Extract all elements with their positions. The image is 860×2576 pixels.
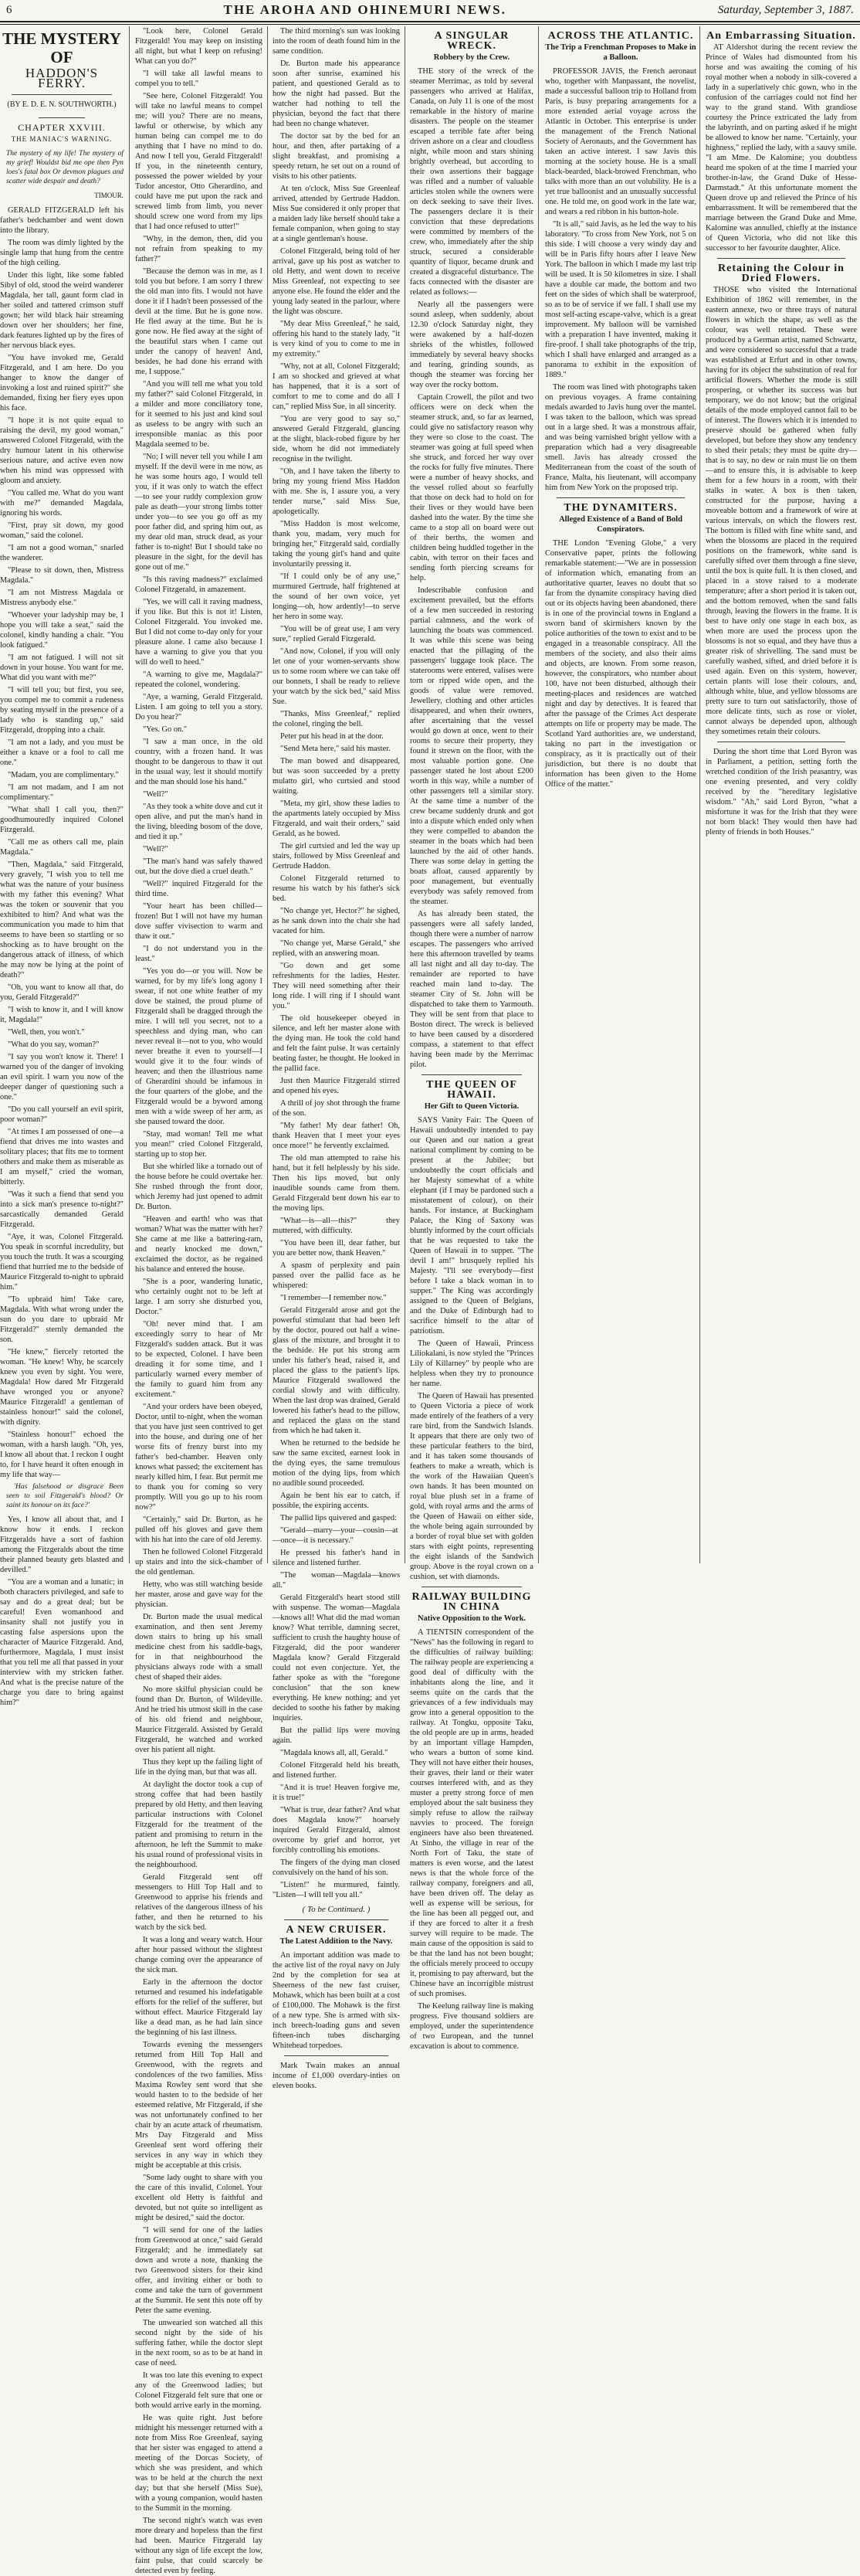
paragraph: THE story of the wreck of the steamer Merrimac, as told by several passengers who arrived at Halifax, Canada, on July 11 is one of the most remarkable in the history of marine disasters. The people on the steamer escaped a terrible fate after being driven ashore on a clear and cloudless night, while moon and stars shining brightly overhead, but according to their own assertions their baggage was rifled and a number of valuable articles stolen while the owners were on deck seeking to save their lives. The passengers declare it is their conviction that these depredations were committed by members of the crew, who, immediately after the ship struck, secured a considerable quantity of liquor, became drunk and created a disgraceful disturbance. The facts connected with the disaster are related as follows:— <box>410 67 533 297</box>
paragraph: "No change yet, Hector?" he sighed, as he sank down into the chair she had vacated for him. <box>273 907 400 935</box>
column-5 <box>540 26 857 1563</box>
paragraph: Colonel Fitzgerald, being told of her arrival, gave up his post as watcher to old Hetty, and went down to receive Miss Greenleaf, not expecting to see anyone else. He found the elder and the young lady seated in the parlour, where the light was obscure. <box>273 247 400 316</box>
paragraph: "See here, Colonel Fitzgerald! You will take no lawful means to compel me; will you? There are no means, lawful or otherwise, by which any human being can compel me to do anything that I have no mind to do. And now I tell you, Gerald Fitzgerald! If you, in the nineteenth century, possessed the power wielded by your Tudor ancestor, Otto Gherardino, and could have me put upon the rack and screwed limb from limb, you never should screw one word from my lips that I had once refused to utter!" <box>135 92 262 231</box>
paragraph: "Well, then, you won't." <box>8 1028 85 1037</box>
headline-singular-wreck: A SINGULAR WRECK. <box>434 30 510 52</box>
paragraph: Again he bent his ear to catch, if possible, the expiring accents. <box>273 1492 400 1510</box>
masthead-rule <box>0 21 860 22</box>
paragraph: The old housekeeper obeyed in silence, and left her master alone with the dying man. He took the cold hand and felt the faint pulse. It was certainly beating faster, he thought. He looked in the pallid face. <box>273 1014 400 1073</box>
paragraph: "Thanks, Miss Greenleaf," replied the colonel, ringing the bell. <box>273 710 400 728</box>
paragraph: "I saw a man once, in the old country, with a frozen hand. It was thought to be dangerous to thaw it out in the usual way, lest it should mortify and the man should lose his hand." <box>135 738 262 786</box>
paragraph: It was a long and weary watch. Hour after hour passed without the slightest change coming over the appearance of the sick man. <box>135 1936 262 1974</box>
paragraph: "Oh, you want to know all that, do you, Gerald Fitzgerald?" <box>0 983 124 1002</box>
paragraph: "He knew," fiercely retorted the woman. "He knew! Why, he scarcely knew you even by sight. You were, Magdala! How dared Mr Fitzgerald have wronged you or anyone? Maurice Fitzgerald! a gentleman of stainless honour!" said the colonel, with dignity. <box>0 1348 124 1427</box>
paragraph: "Send Meta here," said his master. <box>280 745 391 753</box>
paragraph: "And you will tell me what you told my father?" said Colonel Fitzgerald, in a milder and more conciliatory tone, for it seemed to his just and kind soul as useless to be angry with such an irresponsible maniac as this poor Magdala seemed to be. <box>135 380 262 449</box>
divider <box>12 94 112 95</box>
paragraph: "It is all," said Javis, as he led the way to his laboratory. "To cross from New York, not 5 on this side. I will choose a very windy day and will be in Paris fifty hours after I leave New York. The balloon in which I made my last trip will be used. It is 50 kilometres in size. I shall have a double car made, the bottom and two feet on the sides of which shall be waterproof, so as to be of service if we fall. I shall use my most self-acting escape-valve, which is a great improvement. My balloon will be varnished with a preparation I have invented, making it fire-proof. I shall take photographs of the trip, which I shall have enlarged and arranged as a panorama to exhibit in the exposition of 1889." <box>545 220 696 379</box>
divider <box>284 1919 388 1920</box>
column-rule <box>129 26 130 1563</box>
paragraph: Gerald Fitzgerald arose and got the powerful stimulant that had been left by the doctor, poured out half a wine-glass of the mixture, and brought it to the bedside. He put his strong arm under his father's head, raised it, and placed the glass to the patient's lips. Maurice Fitzgerald swallowed the cordial slowly and with difficulty. When the last drop was drained, Gerald lowered his father's head to the pillow, and replaced the glass on the stand from which he had taken it. <box>273 1306 400 1435</box>
paragraph: The fingers of the dying man closed convulsively on the hand of his son. <box>273 1858 400 1877</box>
paragraph: Then he followed Colonel Fitzgerald up stairs and into the sick-chamber of the old gentleman. <box>135 1548 262 1576</box>
paragraph: "Yes. Go on." <box>143 725 188 734</box>
paragraph: "The man's hand was safely thawed out, but the dove died a cruel death." <box>135 857 262 876</box>
quoted-verse: 'Has falsehood or disgrace Been seen to soil Fitzgerald's blood? Or saint its honour on its face?' <box>6 1483 124 1509</box>
paragraph: At daylight the doctor took a cup of strong coffee that had been hastily prepared by old Hetty, and then leaving particular instructions with Colonel Fitzgerald for the treatment of the patient and promising to return in the afternoon, he left the Summit to make his usual round of professional visits in the neighbourhood. <box>135 1780 262 1869</box>
column-3 <box>269 26 404 2090</box>
divider <box>39 117 85 118</box>
paragraph: "And your orders have been obeyed, Doctor, until to-night, when the woman that you have just seen contrived to get into the house, and during one of her worse fits of frenzy burst into my father's bed-chamber. Heaven only knows what passed; the excitement has nearly killed him, I fear. But permit me to thank you for coming so very promptly. Will you go up to his room now?" <box>135 1403 262 1512</box>
paragraph: "First, pray sit down, my good woman," said the colonel. <box>0 521 124 540</box>
paragraph: "I will send for one of the ladies from Greenwood at once," said Gerald Fitzgerald; and he immediately sat down and wrote a note, thanking the two Greenwood sisters for their kind offer, and inviting either or both to come and take the turn of government at the Summit. He sent this note off by Peter the same evening. <box>135 2226 262 2315</box>
paragraph: "And now, Colonel, if you will only let one of your women-servants show us to some room where we can take off our bonnets, I shall be ready to relieve your watch by the sick bed," said Miss Sue. <box>273 647 400 706</box>
paragraph: "Stay, mad woman! Tell me what you mean!" cried Colonel Fitzgerald, starting up to stop her. <box>135 1130 262 1159</box>
paragraph: "Aye, a warning, Gerald Fitzgerald. Listen. I am going to tell you a story. Do you hear?" <box>135 693 262 721</box>
paragraph: SAYS Vanity Fair: The Queen of Hawaii undoubtedly intended to pay our Queen and our nation a great national compliment by coming to be present at the Jubilee; but undoubtedly the court officials and her Majesty somewhat of a white elephant (if I may be pardoned such a misstatement of colour), on their hands. For instance, at Buckingham Palace, the King of Saxony was bluntly informed by the court officials that he was requested to take the Queen of Hawaii in to supper. "The devil I am!" brusquely replied his Majesty. "I'll see everybody—first before I take a black woman in to supper." The King was accordingly assigned to the Queen of Belgians, and the Duke of Edinburgh had to sacrifice himself to the altar of patriotism. <box>410 1116 533 1336</box>
divider <box>422 1074 522 1075</box>
headline-railway-china: RAILWAY BUILDING IN CHINA <box>411 1591 532 1613</box>
paragraph: "I wish to know it, and I will know it, Magdala!" <box>0 1006 124 1024</box>
paragraph: "What is true, dear father? And what does Magdala know?" hoarsely inquired Gerald Fitzgerald, almost overcome by grief and horror, yet forcibly controlling his emotions. <box>273 1806 400 1855</box>
column-rule <box>267 26 268 1563</box>
paragraph: Dr. Burton made his appearance soon after sunrise, examined his patient, and questioned Gerald as to how the night had passed. But the watcher had nothing to tell the physician, beyond the fact that there had been no change whatever. <box>273 59 400 128</box>
paragraph: "Is this raving madness?" exclaimed Colonel Fitzgerald, in amazement. <box>135 575 262 594</box>
paragraph: "Certainly," said Dr. Burton, as he pulled off his gloves and gave them with his hat into the care of old Jeremy. <box>135 1515 262 1544</box>
subhead-queen-of-hawaii: Her Gift to Queen Victoria. <box>424 1102 520 1111</box>
paragraph: The room was lined with photographs taken on previous voyages. A frame containing medals awarded to Javis hung over the mantel. I was taken to the balloon, which was spread out in a large shed. It was a monstrous affair, and was being varnished bright yellow with a preparation which had a very disagreeable smell. Javis has already crossed the Mediterranean from the coast of the south of France, Malta, his lieutenant, will accompany him from New York on the proposed trip. <box>545 383 696 492</box>
paragraph: "Was it such a fiend that send you into a sick man's presence to-night?" sarcastically demanded Gerald Fitzgerald. <box>0 1190 124 1229</box>
paragraph: Nearly all the passengers were sound asleep, when suddenly, about 12.30 o'clock Saturday night, they were awakened by a half-dozen shrieks of the whistles, followed immediately by several heavy shocks and tearing, grinding sounds, as though the steamer was forcing her way over the rocky bottom. <box>410 300 533 389</box>
paragraph: "I will take all lawful means to compel you to tell." <box>135 70 262 88</box>
paragraph: "Well?" <box>143 790 168 799</box>
paragraph: "Why, not at all, Colonel Fitzgerald; I am so shocked and grieved at what has happened, that it is a sort of comfort to me to come and do all I can," replied Miss Sue, in all sincerity. <box>273 362 400 411</box>
paragraph: "Your heart has been chilled—frozen! But I will not have my human dove suffer vivisection to warm and thaw it out." <box>135 902 262 941</box>
paragraph: Colonel Fitzgerald held his breath, and listened further. <box>273 1761 400 1780</box>
paragraph: As has already been stated, the passengers were all safely landed, though there were a number of narrow escapes. The passengers who arrived here this afternoon travelled by teams all last night and all day to-day. The remainder are reported to have reached main land to-day. The steamer City of St. John will be dispatched to take them to Yarmouth. They will be sent from that place to Boston direct. The wreck is believed to have been caused by a disordered compass, a statement to that effect having been made by the Merrimac pilot. <box>410 910 533 1069</box>
paragraph: The unwearied son watched all this second night by the side of his suffering father, while the doctor slept in the next room, so as to be at hand in case of need. <box>135 2319 262 2367</box>
paragraph: Gerald Fitzgerald's heart stood still with suspense. The woman—Magdala—knows all! What did the mad woman know? What terrible, damning secret, sufficient to crush the haughty house of Fitzgerald, did the poor wanderer Magdala know? Gerald Fitzgerald could not even conjecture. Yet, the father spoke as with the "foregone conclusion" that the son knew everything. He knew nothing; and yet decided to soothe his father by making inquiries. <box>273 1593 400 1722</box>
paragraph: A spasm of perplexity and pain passed over the pallid face as he whispered: <box>273 1261 400 1290</box>
paragraph: Yes, I know all about that, and I know how it ends. I reckon Fitzgeralds have a sort of fashion among the Fitzgeralds about the time their planned beauty gets blasted and devilled." <box>0 1515 124 1574</box>
paragraph: When he returned to the bedside he saw the same excited, earnest look in the dying eyes, the same tremulous motion of the dying lips, from which no audible sound proceeded. <box>273 1439 400 1488</box>
paragraph: At ten o'clock, Miss Sue Greenleaf arrived, attended by Gertrude Haddon. Miss Sue considered it only proper that a maiden lady like herself should take a female companion, when going to stay at a single gentleman's house. <box>273 185 400 243</box>
paragraph: "Magdala knows all, all, Gerald." <box>280 1749 388 1757</box>
newspaper-title: THE AROHA AND OHINEMURI NEWS. <box>223 2 506 17</box>
paragraph: Captain Crowell, the pilot and two officers were on deck when the steamer struck, and, so far as learned, could give no satisfactory reason why they were so close to the coast. The steamer was going at full speed when she struck, and forced her way over the rocks for fully five minutes. There were a number of heavy shocks, and the vessel rolled about so fearfully that those on deck had to hold on for their lives or they would have been dashed into the water. By the time she came to a stop all on board were out of their berths, the women and children being huddled together in the cabin, with terror on their faces and sending forth piercing screams for help. <box>410 393 533 582</box>
paragraph: "You are very good to say so," answered Gerald Fitzgerald, glancing at the slight, black-robed figure by her side, whom he did not immediately recognise in the twilight. <box>273 415 400 463</box>
paragraph: "Stainless honour!" echoed the woman, with a harsh laugh. "Oh, yes, I know all about that. I reckon I ought to, for I have heard it often enough in my life that way— <box>0 1431 124 1479</box>
paragraph: "Then, Magdala," said Fitzgerald, very gravely, "I wish you to tell me what was the nature of your business with my father this evening? What was the token or souvenir that you exhibited to him? And what was the communication you made to him that seems to have been so startling or so shocking as to have brought on the dangerous attack of illness, of which he may now be lying at the point of death?" <box>0 860 124 979</box>
paragraph: "Do you call yourself an evil spirit, poor woman?" <box>0 1105 124 1124</box>
paragraph: Thus they kept up the failing light of life in the dying man, but that was all. <box>135 1758 262 1777</box>
headline-queen-of-hawaii: THE QUEEN OF HAWAII. <box>426 1079 517 1101</box>
divider <box>557 497 685 498</box>
paragraph: The girl curtsied and led the way up stairs, followed by Miss Greenleaf and Gertrude Haddon. <box>273 842 400 871</box>
epigraph: The mystery of my life! The mystery of my grief! Wouldst bid me ope then Pyn loes's fatal box Or devmon plagues and scatter wide despair and death? <box>6 150 124 185</box>
subhead-railway-china: Native Opposition to the Work. <box>417 1614 526 1623</box>
paragraph: No more skilful physician could be found than Dr. Burton, of Wildeville. And he tried his utmost skill in the case of his old friend and neighbour, Maurice Fitzgerald. Assisted by Gerald Fitzgerald, he watched and worked over his patient all night. <box>135 1685 262 1754</box>
paragraph: "At times I am possessed of one—a fiend that drives me into wastes and solitary places; that fits me to torment others and make them as miserable as I am myself," cried the woman, bitterly. <box>0 1128 124 1186</box>
paragraph: "I will tell you; but first, you see, you compel me to commit a rudeness by seating myself in the presence of a lady who is standing up," said Fitzgerald, dropping into a chair. <box>0 686 124 735</box>
paragraph: "Oh, and I have taken the liberty to bring my young friend Miss Haddon with me. She is, I assure you, a very tender nurse," said Miss Sue, apologetically. <box>273 467 400 516</box>
paragraph: The Keelung railway line is making progress. Five thousand soldiers are employed, under the superintendence of two European, and the tunnel excavation is about to commence. <box>410 2002 533 2051</box>
paragraph: The room was dimly lighted by the single lamp that hung from the centre of the high ceiling. <box>0 239 124 267</box>
paragraph: "I am not Mistress Magdala or Mistress anybody else." <box>0 589 124 607</box>
paragraph: The third morning's sun was looking into the room of death found him in the same condition. <box>273 27 400 56</box>
paragraph: "Gerald—marry—your—cousin—at—once—it is necessary." <box>273 1526 398 1545</box>
paragraph: The man bowed and disappeared, but was soon succeeded by a pretty mulatto girl, who curtsied and stood waiting. <box>273 757 400 796</box>
paragraph: "Yes, we will call it raving madness, if you like. But this is not it! Listen, Colonel Fitzgerald. You invoked me. But I did not come to-day only for your pleasure alone. I came also because I have a warning to give you that you will do well to heed." <box>135 598 262 667</box>
divider <box>284 2055 388 2056</box>
headline-embarrassing-situation: An Embarrassing Situation. <box>706 30 856 42</box>
subhead-new-cruiser: The Latest Addition to the Navy. <box>279 1937 393 1946</box>
paragraph: Peter put his head in at the door. <box>280 732 384 741</box>
paragraph: "Well?" <box>143 845 168 854</box>
paragraph: "What shall I call you, then?" goodhumouredly inquired Colonel Fitzgerald. <box>0 806 124 834</box>
paragraph: He was quite right. Just before midnight his messenger returned with a note from Miss Roe Greenleaf, saying that her sister was engaged to attend a meeting of the Dorcas Society, of which she was president, and which was to be held at the church the next day; but that she herself (Miss Sue), with a young companion, would hasten to the Summit in the morning. <box>135 2414 262 2513</box>
paragraph: Towards evening the messengers returned from Hill Top Hall and Greenwood, with the regrets and condolences of the two families. Miss Maxima Rowley sent word that she would hasten to to the bedside of her esteemed relative, Mr Fitzgerald, if she was not unfortunately confined to her chair by an acute attack of rheumatism. Mrs Day Fitzgerald and Miss Greenleaf sent word offering their services in any way in which they might be acceptable at this crisis. <box>135 2041 262 2170</box>
column-rule <box>538 26 539 1563</box>
paragraph: "No change yet, Marse Gerald," she replied, with an answering moan. <box>273 939 400 958</box>
column-4 <box>406 26 537 2051</box>
paragraph: A thrill of joy shot through the frame of the son. <box>273 1099 400 1118</box>
paragraph: THE London "Evening Globe," a very Conservative paper, prints the following remarkable statement:—"We are in possession of information which, emanating from an authoritative quarter, leaves no doubt that so far from the dynamite conspiracy having died out or its objects having been abandoned, there is in one of the provincial towns in England a sworn band of skirmishers known by the police authorities of the town to exist and to be engaged in a treasonable conspiracy. All the members of the society, and also their aims and objects, are known. From some reason, however, the conspirators, who number about 100, have not been disturbed, although their meeting-places and residences are watched night and day by detectives. It is feared that after the passage of the Crimes Act desperate attempts on life or property may be made. The Scotland Yard authorities are, we understand, taking no part in the investigation or conspiracy, as it is practically out of their jurisdiction, but there is no doubt that information has been given to the Home Office of the matter." <box>545 539 696 789</box>
paragraph: GERALD FITZGERALD left his father's bedchamber and went down into the library. <box>0 206 124 235</box>
paragraph: Dr. Burton made the usual medical examination, and then sent Jeremy down stairs to bring up his small medicine chest from his saddle-bags, for in that neighbourhood the physicians always rode with a small chest of shaped their aides. <box>135 1613 262 1682</box>
to-be-continued: ( To be Continued. ) <box>302 1905 371 1914</box>
paragraph: The doctor sat by the bed for an hour, and then, after partaking of a slight breakfast, and promising a speedy return, he set out on a round of visits to his other patients. <box>273 132 400 181</box>
headline-new-cruiser: A NEW CRUISER. <box>286 1924 387 1936</box>
paragraph: "My dear Miss Greenleaf," he said, offering his hand to the stately lady, "it is very kind of you to come to me in my extremity." <box>273 320 400 358</box>
paragraph: The Queen of Hawaii, Princess Liliokalani, is now styled the "Princes Lily of Killarney" by people who are helpless when they try to pronounce her name. <box>410 1339 533 1388</box>
paragraph: "What do you say, woman?" <box>8 1040 100 1049</box>
serial-title: THE MYSTERY OF <box>2 29 121 66</box>
paragraph: "Call me as others call me, plain Magdala." <box>0 838 124 857</box>
paragraph: "Whoever your ladyship may be, I hope you will take a seat," said the colonel, kindly handing a chair. "You look fatigued." <box>0 611 124 650</box>
paragraph: "Miss Haddon is most welcome, thank you, madam, very much for bringing her," Fitzgerald said, cordially taking the young girl's hand and quite involuntarily pressing it. <box>273 520 400 568</box>
paragraph: Colonel Fitzgerald returned to resume his watch by his father's sick bed. <box>273 874 400 903</box>
paragraph: But the pallid lips were moving again. <box>273 1726 400 1745</box>
paragraph: "You are a woman and a lunatic; in both characters privileged, and safe to say and do a great deal; but be careful! Even womanhood and insanity shall not justify you in casting false aspersions upon the character of Maurice Fitzgerald. And, furthermore, Magdala, I must insist that you tell me all that passed in your interview with my stricken father. And what is the precise nature of the charge you dare to bring against him?" <box>0 1578 124 1707</box>
paragraph: A TIENTSIN correspondent of the "News" has the following in regard to the difficulties of railway building: The railway people are experiencing a good deal of difficulty with the inhabitants along the line, and it seems quite on the cards that the grievances of a few individuals may grow into a general opposition to the railway. At Tongku, opposite Taku, the old people are up in arms, headed by an important village Hampden, who wears a button of some kind. They will not have either their houses, their graves, their land or their water courses interfered with, and as they muster a pretty strong force of men employed about the salt business they simply refuse to allow the railway navvies to proceed. The foreign engineers have also been threatened. At Sinho, the village in rear of the North Fort of Taku, the state of matters is even worse, and the latest news is that the whole force of the railway company, foreigners and all, have been driven off. The delay as well as expense will be serious, for the line has been all pegged out, and if they are forced to alter it a fresh survey will require to be made. The main cause of the opposition is said to be that the land has not been bought; the officials merely proceed to occupy it, promising to pay afterward, but the Chinese have an incorrigible mistrust of such promises. <box>410 1628 533 1998</box>
epigraph-source: TIMOUR. <box>94 192 124 199</box>
paragraph: "Yes you do—or you will. Now be warned, for by my life's long agony I swear, if not one white feather of my dove be stained, the proud plume of Fitzgerald shall be dragged through the mire. I will tell you secret, not to a speechless and dying man, who can never reveal it—not to you, who would never breathe it even to yourself—I would give it to the four winds of heaven; and then the illustrious name of Gherardini should be infamous in the four quarters of the globe, and the Fitzgerald would be a byword among men with a wide sweep of her arm, as she paused toward the door. <box>135 967 262 1126</box>
paragraph: "I do not understand you in the least." <box>135 945 262 963</box>
paragraph: "You called me. What do you want with me?" demanded Magdala, ignoring his words. <box>0 489 124 518</box>
paragraph: "Go down and get some refreshments for the ladies, Hester. They will need something after their long ride. I will ring if I should want you." <box>273 962 400 1010</box>
paragraph: An important addition was made to the active list of the royal navy on July 2nd by the completion for sea at Sheerness of the new fast cruiser, Mohawk, which has been built at a cost of £100,000. The Mohawk is the first of a new type. She is armed with six-inch breech-loading guns and seven fifteen-inch tubes discharging Whitehead torpedoes. <box>273 1951 400 2050</box>
chapter-title: THE MANIAC'S WARNING. <box>11 135 113 143</box>
paragraph: "Aye, it was, Colonel Fitzgerald. You speak in scornful incredulity, but you touch the truth. It was a scourging fiend that hurried me to the bedside of Maurice Fitzgerald to-night to upbraid him." <box>0 1233 124 1291</box>
masthead-rule-thin <box>0 24 860 25</box>
paragraph: "And it is true! Heaven forgive me, it is true!" <box>273 1784 400 1802</box>
paragraph: "My father! My dear father! Oh, thank Heaven that I meet your eyes once more!" he fervently exclaimed. <box>273 1122 400 1150</box>
paragraph: "Please to sit down, then, Mistress Magdala." <box>0 566 124 585</box>
divider <box>717 258 845 259</box>
paragraph: "To upbraid him! Take care, Magdala. With what wrong under the sun do you dare to upbraid Mr Fitzgerald?" sternly demanded the son. <box>0 1295 124 1344</box>
paragraph: "I am not a good woman," snarled the wanderer. <box>0 544 124 562</box>
paragraph: "I am not fatigued. I will not sit down in your house. You want for me. What did you want with me?" <box>0 653 124 682</box>
paragraph: AT Aldershot during the recent review the Prince of Wales had dismounted from his horse and was awaiting the coming of his royal mother when a nobody in silk-covered a lady in a superlatively chic gown, who in the confusion of the carriages could not find her way to the grand stand. With grandiose courtesy the Prince extricated the lady from the labyrinth, and on parting asked if he might be allowed to know her name. "Certainly, your highness," replied the lady, with a sauvy smile. "I am Mme. De Kalomine; you doubtless heard me spoken of at the time I married your brother-in-law, the Grand Duke of Hesse-Darmstadt." At this unfortunate moment the Queen drove up and relieved the Prince of his embarrassment. It will be remembered that the marriage between the Grand Duke and Mme. Kalomine was annulled, chiefly at the instance of Queen Victoria, who did not like this successor to her favourite daughter, Alice. <box>706 43 857 253</box>
paragraph: Gerald Fitzgerald sent off messengers to Hill Top Hall and to Greenwood to apprise his friends and relatives of the dangerous illness of his father, and then he returned to his watch by the sick bed. <box>135 1873 262 1932</box>
paragraph: Under this light, like some fabled Sibyl of old, stood the weird wanderer Magdala, her tall, gaunt form clad in her soiled and tattered crimson stuff gown; her wild black hair streaming down over her shoulders; her fine, dark features lighted up by the fires of her nervous black eyes. <box>0 271 124 350</box>
paragraph: "You have been ill, dear father, but you are better now, thank Heaven." <box>273 1239 400 1257</box>
paragraph: "She is a poor, wandering lunatic, who certainly ought not to be left at large. I am sorry she disturbed you, Doctor." <box>135 1278 262 1316</box>
masthead <box>0 0 860 20</box>
paragraph: "Heaven and earth! who was that woman? What was the matter with her? She came at me like a battering-ram, and nearly knocked me down," exclaimed the doctor, as he regained his balance and entered the house. <box>135 1215 262 1274</box>
column-2 <box>131 26 266 2575</box>
column-1 <box>0 26 127 1707</box>
paragraph: "Madam, you are complimentary." <box>8 771 119 779</box>
paragraph: "Oh! never mind that. I am exceedingly sorry to hear of Mr Fitzgerald's sudden attack. But it was to be expected, Colonel. I have been dreading it for some time, and I particularly warned every member of the family to guard him from any excitement." <box>135 1320 262 1399</box>
paragraph: "Listen!" he murmured, faintly. "Listen—I will tell you all." <box>273 1881 400 1899</box>
chapter-heading: CHAPTER XXVIII. <box>18 122 106 133</box>
paragraph: "A warning to give me, Magdala?" repeated the colonel, wondering. <box>135 670 262 689</box>
column-5-left <box>545 26 696 792</box>
paragraph: The Queen of Hawaii has presented to Queen Victoria a piece of work made entirely of the feathers of a very rare bird, from the Sandwich Islands. It appears that there are only two of these particular feathers to the bird, and it has taken some thousands of feathers to make a wreath, which is the work of the Hawaiian Queen's own hands. It has been mounted on royal blue plush set in a frame of gold, with royal arms and the arms of the Queen of Hawaii on either side, the whole being again surrounded by a border of royal blue set with golden stars with eight points, representing the eight islands of the Sandwich group. Above is the royal crown on a cushion, set with diamonds. <box>410 1392 533 1581</box>
paragraph: "Look here, Colonel Gerald Fitzgerald! You may keep on insisting all night, but what I keep on refusing! What can you do?" <box>135 27 262 66</box>
paragraph: The old man attempted to raise his hand, but it fell helplessly by his side. Then his lips moved, but only inaudible sounds came from them. Gerald Fitzgerald bent down his ear to the moving lips. <box>273 1154 400 1213</box>
paragraph: Indescribable confusion and excitement prevailed, but the efforts of a few men succeeded in restoring partial calmness, and the work of launching the boats was commenced. It was while this scene was being enacted that the pillaging of the passengers' luggage took place. The staterooms were entered, valises were torn or ripped wide open, and the goods of value were removed. Jewellery, clothing and other articles disappeared, and when their owners, after ascertaining that the vessel would go down at once, went to their rooms to secure their property, they found it strewn on the floor, with the most valuable portion gone. One passenger stated he lost about £200 worth in this way, while a number of other passengers tell a similar story. At the same time a number of the crew became suddenly drunk and got into a dispute which ended only when they were compelled to abandon the steamer in the boats which had been launched by the aid of other hands. There was some delay in getting the boats afloat, caused apparently by poor management, but eventually everybody was safely removed from the steamer. <box>410 586 533 906</box>
paragraph: The pallid lips quivered and gasped: <box>280 1514 397 1522</box>
paragraph: "If I could only be of any use," murmured Gertrude, half frightened at the sound of her own voice, yet longing—oh, how ardently!—to serve her hero in some way. <box>273 572 400 621</box>
paragraph: Early in the afternoon the doctor returned and resumed his indefatigable efforts for the relief of the sufferer, but without effect. Maurice Fitzgerald lay like a dead man, as he had lain since the beginning of his last illness. <box>135 1978 262 2037</box>
paragraph: "Meta, my girl, show these ladies to the apartments lately occupied by Miss Fitzgerald, and wait their orders," said Gerald, as he bowed. <box>273 799 400 838</box>
paragraph: "Some lady ought to share with you the care of this invalid, Colonel. Your excellent old Hetty is faithful and devoted, but not quite so intelligent as might be desired," said the doctor. <box>135 2174 262 2222</box>
paragraph: "No; I will never tell you while I am myself. If the devil were in me now, as he was some hours ago, I would tell you, if it was only to watch the effect—to see your ruddy complexion grow pale as death—your strong limbs totter under you—to see you go off as my poor father did, and spring him out, as my dear old man, struck dead, as your father is to-night! But I should take no pleasure in the sight, for the devil has gone out of me." <box>135 453 262 572</box>
paragraph: "I am not madam, and I am not complimentary." <box>0 783 124 802</box>
paragraph: "I hope it is not quite equal to raising the devil, my good woman," answered Colonel Fitzgerald, with the dry humour latent in his otherwise serious nature, and active even now when his mind was oppressed with gloom and anxiety. <box>0 416 124 485</box>
paragraph: But she whirled like a tornado out of the house before he could overtake her. She rushed through the front door, which Jeremy had just opened to admit Dr. Burton. <box>135 1162 262 1211</box>
paragraph: "As they took a white dove and cut it open alive, and put the man's hand in the living, bleeding bosom of the dove, and tied it up." <box>135 803 262 841</box>
serial-body <box>0 205 124 1708</box>
subhead-across-atlantic: The Trip a Frenchman Proposes to Make in a Balloon. <box>545 43 696 62</box>
paragraph: It was too late this evening to expect any of the Greenwood ladies; but Colonel Fitzgerald felt sure that one or both would arrive early in the morning. <box>135 2371 262 2410</box>
serial-byline: (BY E. D. E. N. SOUTHWORTH.) <box>7 100 117 109</box>
issue-date: Saturday, September 3, 1887. <box>717 3 854 16</box>
paragraph: "Because the demon was in me, as I told you but before. I am sorry I threw the old man into fits. I would not have done it if I hadn't been possessed of the devil at the time. But he is gone now. He fled away at the time. But he is gone now. He fled away at the sight of the beautiful stars when I came out under the canopy of heaven! And, besides, he had done his errand with me, I suppose." <box>135 267 262 376</box>
headline-dried-flowers: Retaining the Colour in Dried Flowers. <box>718 263 845 284</box>
subhead-singular-wreck: Robbery by the Crew. <box>433 53 510 62</box>
paragraph: "You have invoked me, Gerald Fitzgerald, and I am here. Do you hanger to know the danger of invoking a lost and ruined spirit?" she demanded, fixing her fiery eyes upon his face. <box>0 354 124 412</box>
column-5-right <box>706 26 857 840</box>
paragraph: "Well?" inquired Fitzgerald for the third time. <box>135 880 262 898</box>
headline-across-atlantic: ACROSS THE ATLANTIC. <box>547 30 694 42</box>
paragraph: Mark Twain makes an annual income of £1,000 overdary-inties on eleven books. <box>273 2062 400 2090</box>
paragraph: PROFESSOR JAVIS, the French aeronaut who, together with Manpassant, the novelist, made a successful balloon trip to Holland from Paris, is busy preparing arrangements for a more extended aerial voyage across the Atlantic in October. This enterprise is under the management of the French National Society of Aeronauts, and the Government has taken an active interest. I saw Javis this morning at the society house. He is a small black-bearded, black-browed Frenchman, who talks with more than an out volubility. He is a yet true balloonist and an unusually successful one. He told me, on good work in the late war, and wears a red ribbon in his button-hole. <box>545 67 696 216</box>
paragraph: Hetty, who was still watching beside her master, arose and gave way for the physician. <box>135 1580 262 1609</box>
serial-subtitle: HADDON'S FERRY. <box>25 66 99 90</box>
page-number: 6 <box>6 3 12 16</box>
paragraph: Just then Maurice Fitzgerald stirred and opened his eyes. <box>273 1077 400 1095</box>
paragraph: "I remember—I remember now." <box>280 1294 387 1302</box>
paragraph: The second night's watch was even more dreary and hopeless than the first had been. Maurice Fitzgerald lay without any sign of life except the low, faint pulse, that could scarcely be detected even by feeling. <box>135 2517 262 2575</box>
paragraph: "I say you won't know it. There! I warned you of the danger of invoking an evil spirit. I warn you now of the deeper danger of questioning such a one." <box>0 1053 124 1101</box>
subhead-dynamiters: Alleged Existence of a Band of Bold Conspirators. <box>559 515 682 534</box>
paragraph: "Why, in the demon, then, did you not refrain from speaking to my father?" <box>135 235 262 263</box>
headline-dynamiters: THE DYNAMITERS. <box>564 502 678 514</box>
paragraph: During the short time that Lord Byron was in Parliament, a petition, setting forth the wretched condition of the Irish peasantry, was one evening presented, and very coldly received by the "hereditary legislative wisdom." "Ah," said Lord Byron, "what a misfortune it was for the Irish that they were not born black! They would then have had plenty of friends in both Houses." <box>706 748 857 837</box>
paragraph: "What—is—all—this?" they muttered, with difficulty. <box>273 1217 400 1235</box>
paragraph: THOSE who visited the International Exhibition of 1862 will remember, in the eastern annexe, two or three trays of natural flowers in which the shape, as well as the colour, was well retained. These were produced by a German artist, named Schwartz, and were considered so successful that a trade was established at Erfurt and in other towns, having for its object the substitution of real for artificial flowers. Whether the mode is still prospering, or whether its success was but temporary, we do not know; but the original details of the mode employed cannot fail to be of interest. The flowers which it is intended to preserve should be gathered when fully developed, but before they show any tendency to shed their petals; they must be quite dry—that is to say, no dew or rain must lie on them—and to ensure this, it is advisable to keep them for a few hours in a room, with their stalks in water. A box is then taken, constructed for the purpose, having a moveable bottom and a framework of wire at various intervals, on which the flowers rest. The bottom is filled with fine white sand, and when the blossoms are placed in the required positions on the framework, white sand is carefully sifted over them through a fine sieve, until the box is quite full. It is then closed, and placed in a stove raised to a moderate temperature; after a short period it is taken out, and the bottom removed, when the sand falls through, leaving the flowers in the frame. It is best to have only one stage in each box, as when more are used the process upon the blossoms is not so equal, and they have thus a greater risk of shrivelling. The sand must be carefully washed, sifted, and dried before it is used again. Even on this system, however, certain plants will lose their colours, and, although white, blue, and yellow blossoms are pretty sure to turn out satisfactorily, those of more delicate tints, such as rose or violet, cannot always be depended upon, although they sometimes retain their colours. <box>706 286 857 736</box>
paragraph: "The woman—Magdala—knows all." <box>273 1571 400 1590</box>
paragraph: "You will be of great use, I am very sure," replied Gerald Fitzgerald. <box>273 625 400 643</box>
paragraph: "I am not a lady, and you must be either a knave or a fool to call me one." <box>0 738 124 767</box>
paragraph: He pressed his father's hand in silence and listened further. <box>273 1549 400 1567</box>
